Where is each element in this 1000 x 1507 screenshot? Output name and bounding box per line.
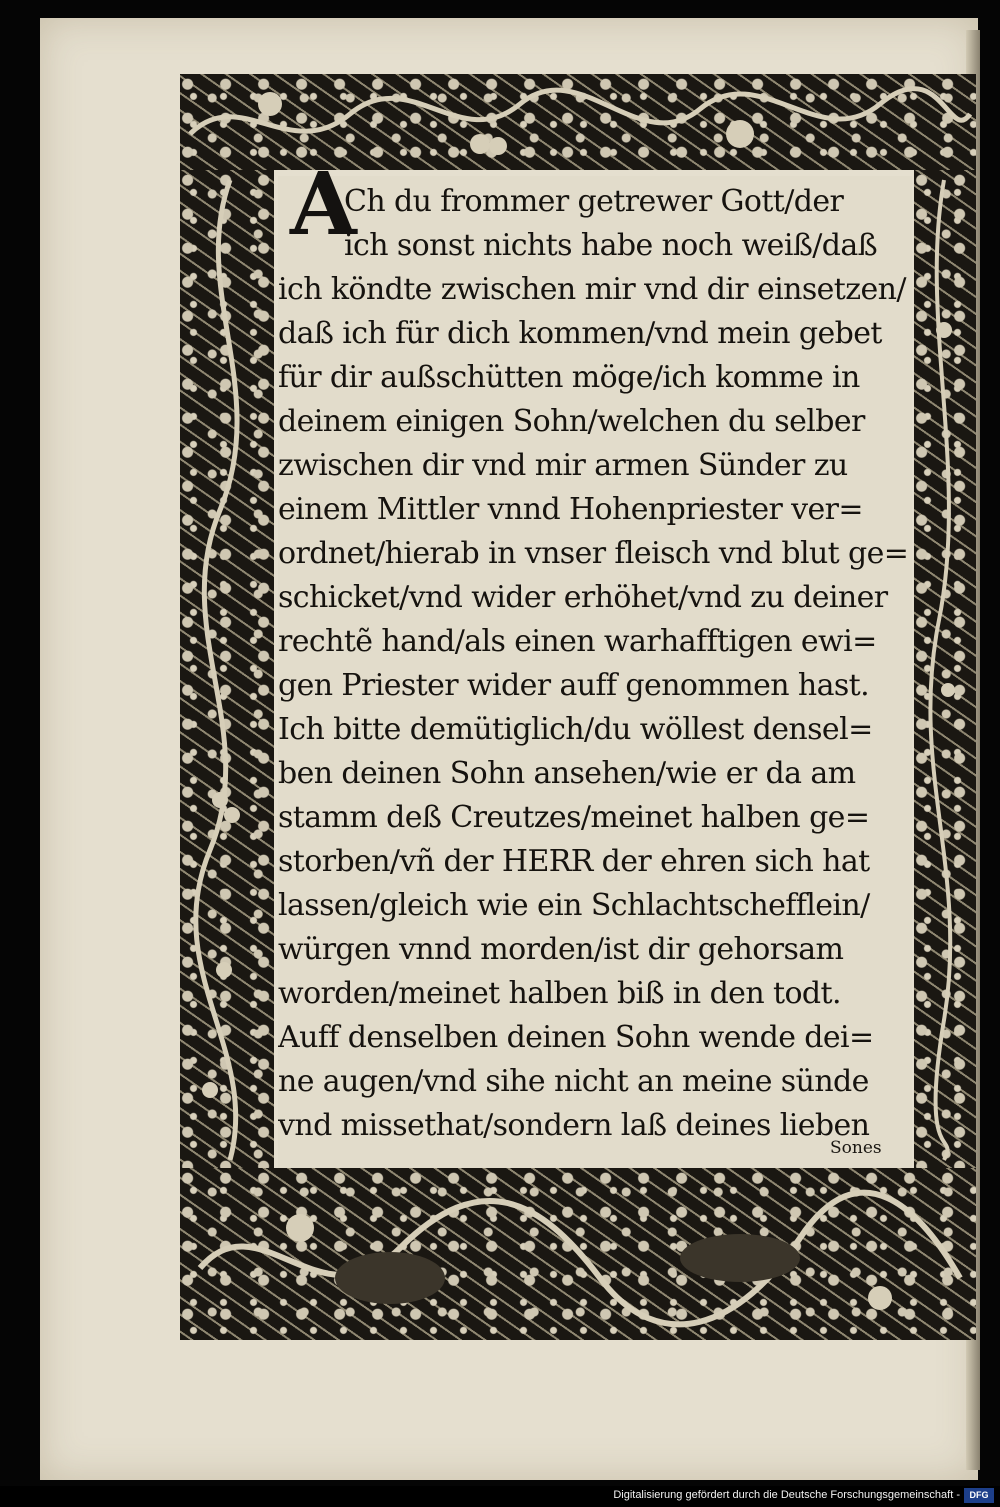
text-line: stamm deß Creutzes/meinet halben ge= [278, 800, 870, 835]
footer-bar [0, 1486, 1000, 1507]
text-line: storben/vñ der HERR der ehren sich hat [278, 844, 870, 879]
decorated-initial [290, 154, 357, 262]
text-line: einem Mittler vnnd Hohenpriester ver= [278, 492, 863, 527]
text-line: für dir außschütten möge/ich komme in [278, 360, 860, 395]
text-line: Ch du frommer getrewer Gott/der [344, 184, 844, 219]
text-line: gen Priester wider auff genommen hast. [278, 668, 870, 703]
text-line: zwischen dir vnd mir armen Sünder zu [278, 448, 848, 483]
text-line: daß ich für dich kommen/vnd mein gebet [278, 316, 882, 351]
text-line: lassen/gleich wie ein Schlachtschefflein/ [278, 888, 870, 923]
leaf-vine-ornament-icon [914, 170, 976, 1168]
dfg-logo-icon: DFG [964, 1488, 994, 1503]
text-line: Ich bitte demütiglich/du wöllest densel= [278, 712, 873, 747]
text-line: schicket/vnd wider erhöhet/vnd zu deiner [278, 580, 888, 615]
text-line: vnd missethat/sondern laß deines lieben [278, 1108, 870, 1143]
text-line: worden/meinet halben biß in den todt. [278, 976, 841, 1011]
text-line: würgen vnnd morden/ist dir gehorsam [278, 932, 844, 967]
animal-vine-ornament-icon [180, 1168, 976, 1340]
text-line: ordnet/hierab in vnser fleisch vnd blut ge= [278, 536, 909, 571]
text-line: ich köndte zwischen mir vnd dir einsetzen/ [278, 272, 906, 307]
text-line: ne augen/vnd sihe nicht an meine sünde [278, 1064, 869, 1099]
text-line: ich sonst nichts habe noch weiß/daß [344, 228, 878, 263]
woodcut-border-left [180, 170, 274, 1168]
catchword: Sones [830, 1138, 882, 1158]
initial-letter-a: A [290, 154, 357, 255]
text-line: rechtẽ hand/als einen warhafftigen ewi= [278, 624, 877, 659]
text-line: ben deinen Sohn ansehen/wie er da am [278, 756, 856, 791]
woodcut-border-right [914, 170, 976, 1168]
funding-notice: Digitalisierung gefördert durch die Deutsche Forschungsgemeinschaft - [613, 1489, 960, 1501]
text-block [278, 176, 912, 1168]
text-line: deinem einigen Sohn/welchen du selber [278, 404, 865, 439]
text-line: Auff denselben deinen Sohn wende dei= [278, 1020, 874, 1055]
grapevine-ornament-icon [180, 170, 274, 1168]
woodcut-border-bottom [180, 1168, 976, 1340]
